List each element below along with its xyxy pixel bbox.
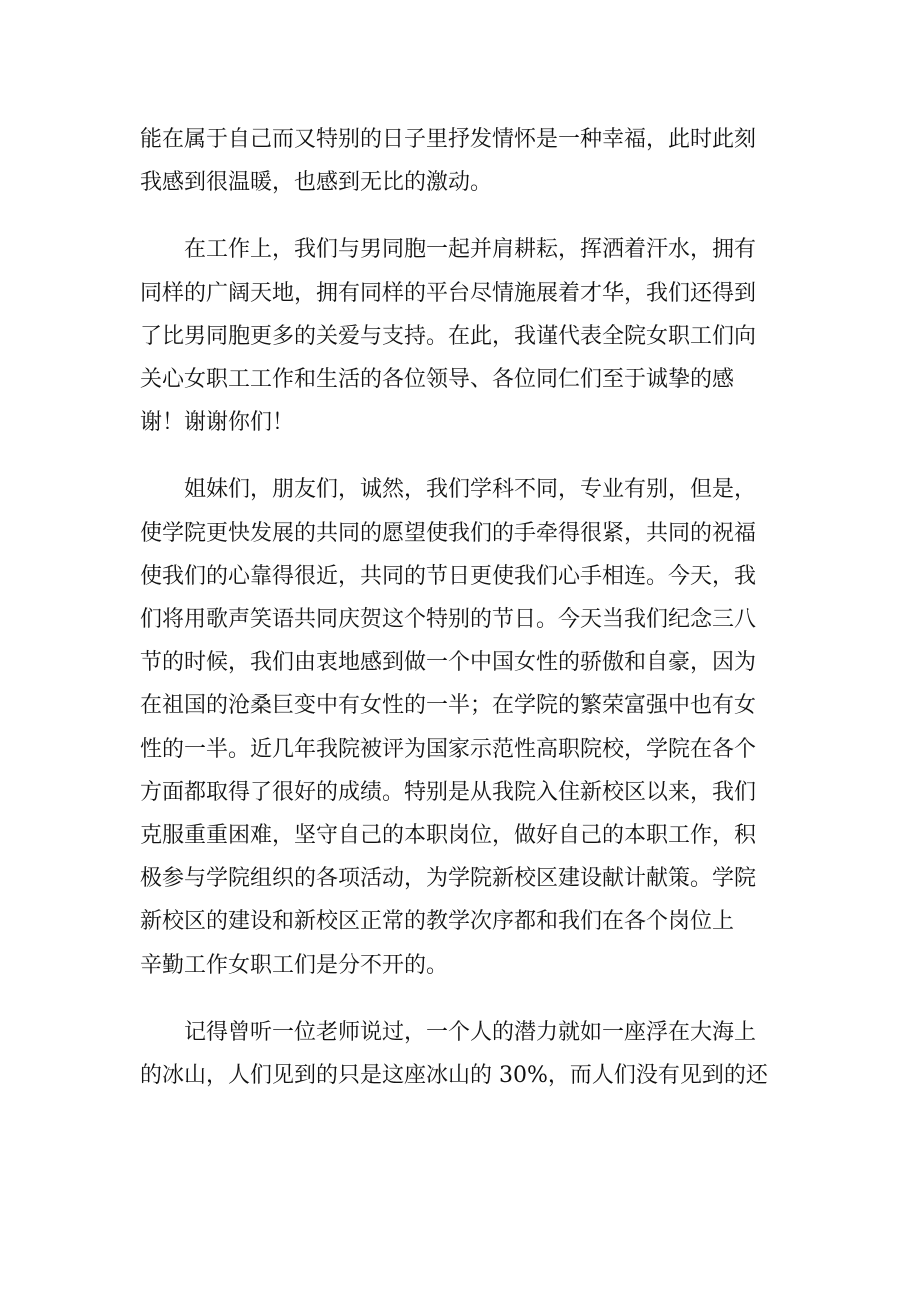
paragraph-line: 能在属于自己而又特别的日子里抒发情怀是一种幸福，此时此刻 (140, 127, 757, 152)
paragraph-line: 关心女职工工作和生活的各位领导、各位同仁们至于诚挚的感 (140, 367, 735, 393)
paragraph-line: 性的一半。近几年我院被评为国家示范性高职院校，学院在各个 (140, 736, 757, 762)
paragraph-line: 在祖国的沧桑巨变中有女性的一半；在学院的繁荣富强中也有女 (140, 693, 757, 719)
paragraph-line: 记得曾听一位老师说过，一个人的潜力就如一座浮在大海上 (184, 1019, 757, 1045)
paragraph-line: 新校区的建设和新校区正常的教学次序都和我们在各个岗位上 (140, 909, 735, 935)
paragraph-line: 谢！谢谢你们！ (140, 410, 295, 436)
paragraph-line: 的冰山，人们见到的只是这座冰山的 30%，而人们没有见到的还 (140, 1063, 768, 1089)
paragraph-line: 了比男同胞更多的关爱与支持。在此，我谨代表全院女职工们向 (140, 323, 757, 349)
paragraph-line: 同样的广阔天地，拥有同样的平台尽情施展着才华，我们还得到 (140, 280, 757, 306)
paragraph-1 (140, 118, 780, 204)
paragraph-2 (140, 228, 780, 444)
paragraph-line: 使学院更快发展的共同的愿望使我们的手牵得很紧，共同的祝福 (140, 520, 757, 546)
paragraph-line: 辛勤工作女职工们是分不开的。 (140, 952, 449, 978)
paragraph-line: 克服重重困难，坚守自己的本职岗位，做好自己的本职工作，积 (140, 823, 757, 849)
paragraph-line: 在工作上，我们与男同胞一起并肩耕耘，挥洒着汗水，拥有 (184, 237, 757, 263)
paragraph-line: 使我们的心靠得很近，共同的节日更使我们心手相连。今天，我 (140, 563, 757, 589)
paragraph-4 (140, 1011, 780, 1097)
paragraph-line: 极参与学院组织的各项活动，为学院新校区建设献计献策。学院 (140, 866, 757, 892)
paragraph-line: 们将用歌声笑语共同庆贺这个特别的节日。今天当我们纪念三八 (140, 607, 757, 633)
paragraph-line: 节的时候，我们由衷地感到做一个中国女性的骄傲和自豪，因为 (140, 650, 757, 676)
paragraph-line: 我感到很温暖，也感到无比的激动。 (140, 170, 493, 196)
paragraph-line: 方面都取得了很好的成绩。特别是从我院入住新校区以来，我们 (140, 779, 757, 805)
paragraph-line: 姐妹们，朋友们，诚然，我们学科不同，专业有别，但是， (184, 477, 757, 503)
paragraph-3 (140, 468, 780, 986)
